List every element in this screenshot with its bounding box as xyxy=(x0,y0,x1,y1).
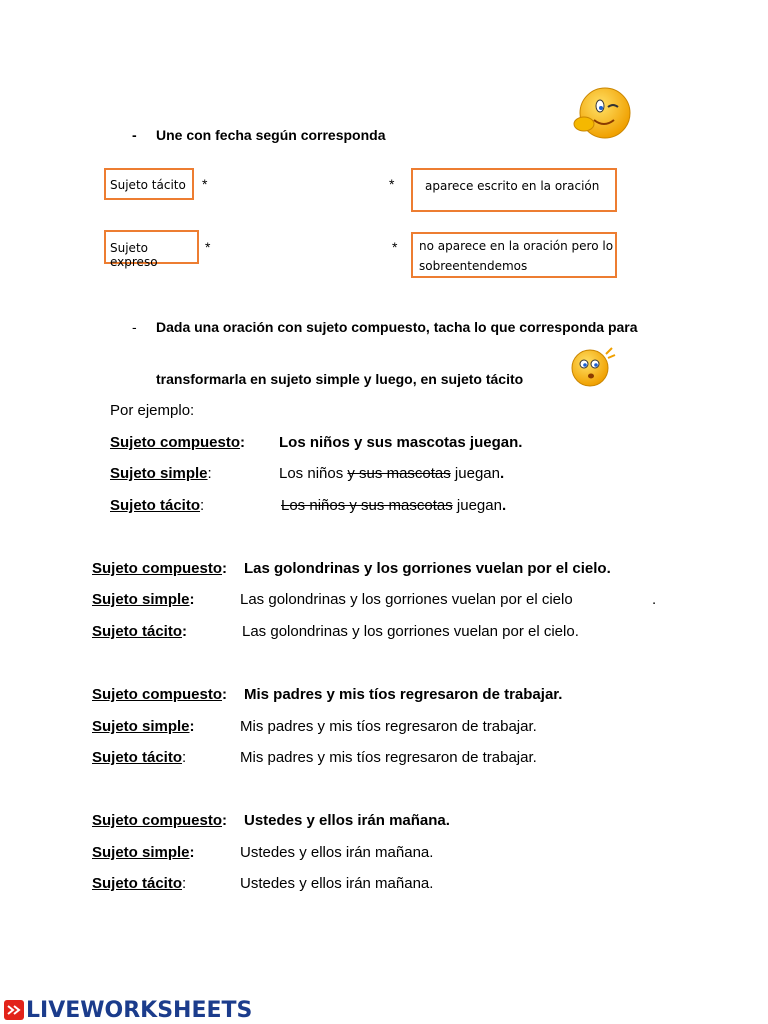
label-simple: Sujeto simple xyxy=(92,718,190,735)
example-compuesto-text: Los niños y sus mascotas juegan. xyxy=(279,434,523,451)
strikethrough-text: y sus mascotas xyxy=(347,465,451,482)
instruction-2-line2: transformarla en sujeto simple y luego, en sujeto tácito xyxy=(156,371,524,387)
label-compuesto: Sujeto compuesto xyxy=(92,686,223,703)
left-box-label: Sujeto tácito xyxy=(110,178,186,192)
example-tacito-row: Sujeto tácito: xyxy=(110,497,205,514)
left-box-expreso[interactable] xyxy=(104,230,199,269)
ex2-compuesto-text: Mis padres y mis tíos regresaron de trabajar. xyxy=(244,686,563,703)
example-tacito-text: Los niños y sus mascotas juegan. xyxy=(281,497,507,514)
ex3-tacito-row: Sujeto tácito: xyxy=(92,875,187,892)
liveworksheets-logo[interactable] xyxy=(4,998,253,1023)
ex1-trailing-period: . xyxy=(652,591,657,608)
ex2-simple-row: Sujeto simple: xyxy=(92,718,195,735)
label-tacito: Sujeto tácito xyxy=(92,623,183,640)
brand-name: LIVEWORKSHEETS xyxy=(26,998,253,1023)
example-intro: Por ejemplo: xyxy=(110,402,195,419)
ex1-compuesto-row: Sujeto compuesto: xyxy=(92,560,228,577)
example-simple-row: Sujeto simple: xyxy=(110,465,212,482)
ex3-compuesto-text: Ustedes y ellos irán mañana. xyxy=(244,812,450,829)
ex1-simple-text[interactable]: Las golondrinas y los gorriones vuelan por el cielo xyxy=(240,591,573,608)
ex1-tacito-row: Sujeto tácito: xyxy=(92,623,188,640)
instruction-1: Une con fecha según corresponda xyxy=(156,127,386,143)
strikethrough-text: Los niños y sus mascotas xyxy=(281,497,453,514)
ex1-simple-row: Sujeto simple: xyxy=(92,591,195,608)
right-box-label: aparece escrito en la oración xyxy=(425,179,600,193)
winking-emoji-icon xyxy=(572,86,634,142)
example-compuesto-row: Sujeto compuesto: xyxy=(110,434,246,451)
ex2-simple-text[interactable]: Mis padres y mis tíos regresaron de trabajar. xyxy=(240,718,537,735)
label-simple: Sujeto simple xyxy=(92,591,190,608)
left-box-label: Sujeto expreso xyxy=(110,241,158,269)
dash-marker: - xyxy=(132,319,137,335)
label-tacito: Sujeto tácito xyxy=(92,875,183,892)
ex2-tacito-text[interactable]: Mis padres y mis tíos regresaron de trabajar. xyxy=(240,749,537,766)
ex3-compuesto-row: Sujeto compuesto: xyxy=(92,812,228,829)
label-simple: Sujeto simple xyxy=(110,465,208,482)
ex2-compuesto-row: Sujeto compuesto: xyxy=(92,686,228,703)
example-simple-text: Los niños y sus mascotas juegan. xyxy=(279,465,505,482)
dash-marker: - xyxy=(132,127,137,143)
label-tacito: Sujeto tácito xyxy=(92,749,183,766)
ex3-simple-text[interactable]: Ustedes y ellos irán mañana. xyxy=(240,844,434,861)
label-compuesto: Sujeto compuesto xyxy=(110,434,241,451)
ex3-simple-row: Sujeto simple: xyxy=(92,844,195,861)
ex1-tacito-text[interactable]: Las golondrinas y los gorriones vuelan por el cielo. xyxy=(242,623,579,640)
star-marker[interactable]: * xyxy=(205,239,211,255)
label-simple: Sujeto simple xyxy=(92,844,190,861)
right-box-escrito[interactable] xyxy=(411,168,617,212)
label-compuesto: Sujeto compuesto xyxy=(92,812,223,829)
right-box-label: sobreentendemos xyxy=(419,259,528,273)
thinking-emoji-icon xyxy=(566,344,618,388)
star-marker[interactable]: * xyxy=(202,176,208,192)
right-box-label: no aparece en la oración pero lo xyxy=(419,239,614,253)
star-marker[interactable]: * xyxy=(389,176,395,192)
left-box-tacito[interactable] xyxy=(104,168,194,200)
ex1-compuesto-text: Las golondrinas y los gorriones vuelan por el cielo. xyxy=(244,560,611,577)
ex3-tacito-text[interactable]: Ustedes y ellos irán mañana. xyxy=(240,875,434,892)
label-compuesto: Sujeto compuesto xyxy=(92,560,223,577)
instruction-2-line1: Dada una oración con sujeto compuesto, tacha lo que corresponda para xyxy=(156,319,638,335)
liveworksheets-logo-icon xyxy=(4,1000,24,1020)
label-tacito: Sujeto tácito xyxy=(110,497,201,514)
right-box-no-aparece[interactable] xyxy=(411,232,617,278)
ex2-tacito-row: Sujeto tácito: xyxy=(92,749,187,766)
star-marker[interactable]: * xyxy=(392,239,398,255)
